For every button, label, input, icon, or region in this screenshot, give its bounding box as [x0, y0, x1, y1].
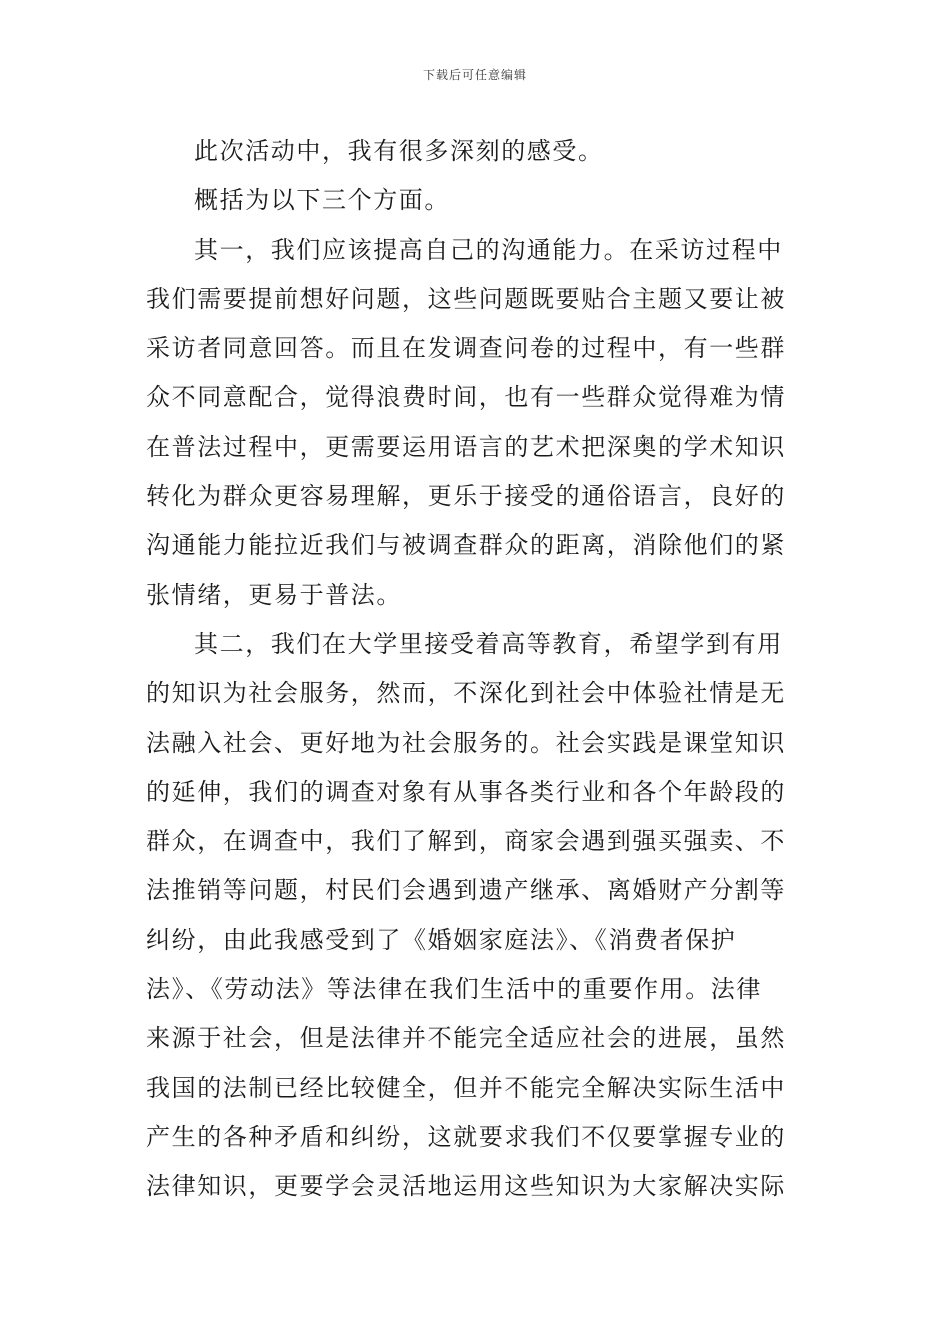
- text-line: 法》、《劳动法》等法律在我们生活中的重要作用。法律: [146, 975, 762, 1004]
- text-line: 的知识为社会服务，然而，不深化到社会中体验社情是无: [146, 679, 786, 708]
- text-line: 张情绪，更易于普法。: [146, 580, 402, 609]
- text-line: 其二，我们在大学里接受着高等教育，希望学到有用: [194, 629, 783, 658]
- text-line: 众不同意配合，觉得浪费时间，也有一些群众觉得难为情: [146, 383, 786, 412]
- text-line: 的延伸，我们的调查对象有从事各类行业和各个年龄段的: [146, 777, 786, 806]
- text-line: 法律知识，更要学会灵活地运用这些知识为大家解决实际: [146, 1172, 786, 1201]
- text-line: 法推销等问题，村民们会遇到遗产继承、离婚财产分割等: [146, 876, 786, 905]
- header-note: 下载后可任意编辑: [422, 68, 527, 82]
- text-line: 其一，我们应该提高自己的沟通能力。在采访过程中: [194, 235, 783, 264]
- text-line: 群众，在调查中，我们了解到，商家会遇到强买强卖、不: [146, 827, 786, 856]
- text-line: 概括为以下三个方面。: [194, 186, 450, 215]
- text-line: 我们需要提前想好问题，这些问题既要贴合主题又要让被: [146, 284, 786, 313]
- text-line: 我国的法制已经比较健全，但并不能完全解决实际生活中: [146, 1073, 786, 1102]
- text-line: 产生的各种矛盾和纠纷，这就要求我们不仅要掌握专业的: [146, 1122, 786, 1151]
- text-line: 沟通能力能拉近我们与被调查群众的距离，消除他们的紧: [146, 531, 786, 560]
- text-line: 纠纷，由此我感受到了《婚姻家庭法》、《消费者保护: [146, 925, 737, 954]
- body-text: [146, 127, 806, 1212]
- text-line: 在普法过程中，更需要运用语言的艺术把深奥的学术知识: [146, 432, 786, 461]
- text-line: 此次活动中，我有很多深刻的感受。: [194, 137, 604, 165]
- text-line: 转化为群众更容易理解，更乐于接受的通俗语言，良好的: [146, 482, 786, 511]
- text-line: 采访者同意回答。而且在发调查问卷的过程中，有一些群: [146, 334, 786, 363]
- text-line: 来源于社会，但是法律并不能完全适应社会的进展，虽然: [146, 1024, 786, 1053]
- text-line: 法融入社会、更好地为社会服务的。社会实践是课堂知识: [146, 728, 786, 757]
